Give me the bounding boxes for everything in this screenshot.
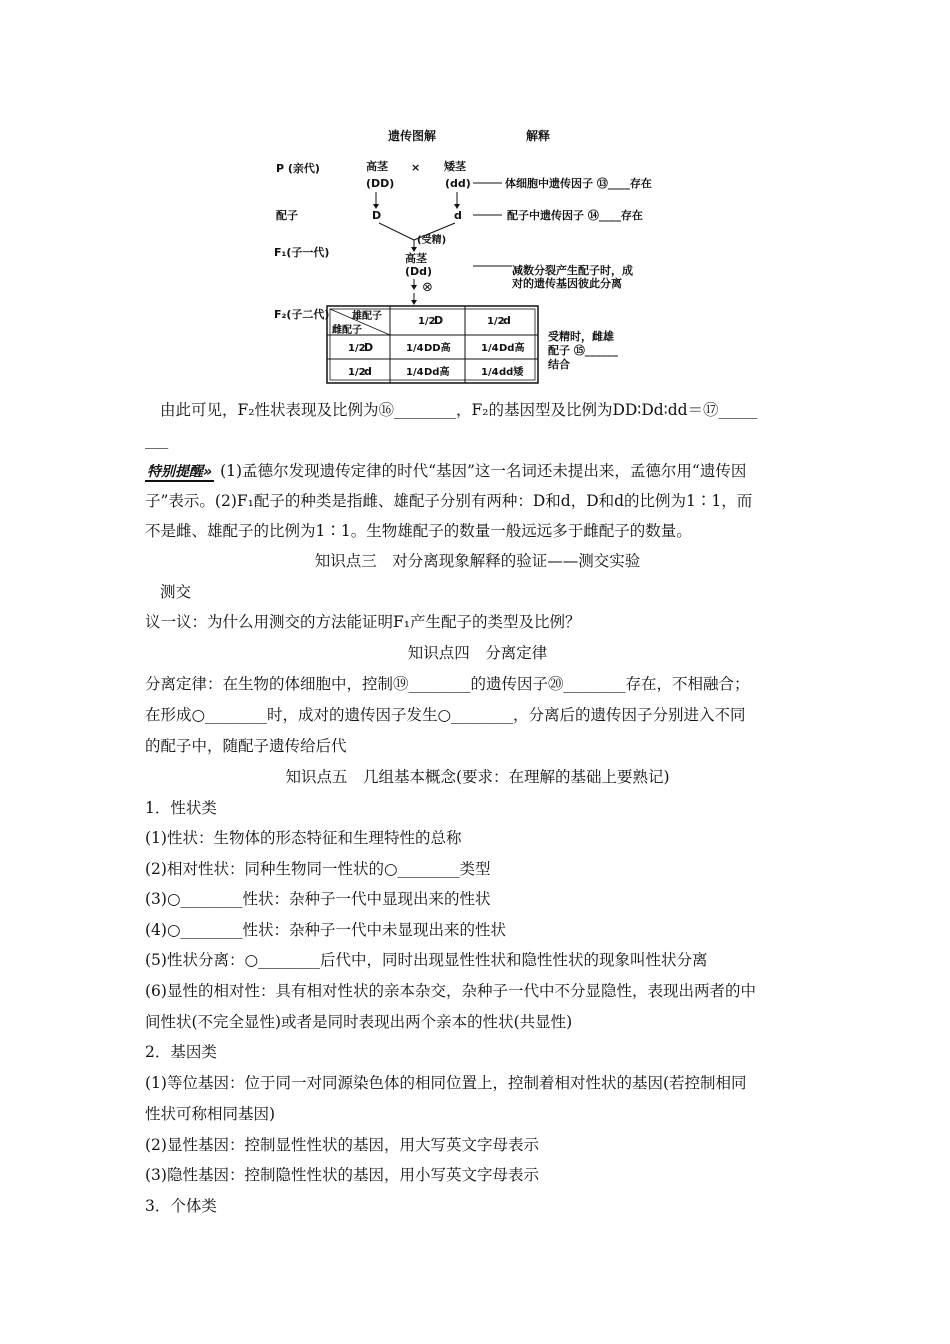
row-label-f2: F₂(子二代) [274, 308, 330, 321]
trait-item-6a: (6)显性的相对性：具有相对性状的亲本杂交，杂种子一代中不分显隐性，表现出两者的中 [145, 982, 756, 1000]
tip-label: 特别提醒» [147, 464, 213, 480]
law-line-2: 在形成○________时，成对的遗传因子发生○________，分离后的遗传因子分别进入不同 [145, 706, 746, 724]
tip-line-3: 不是雌、雄配子的比例为1∶1。生物雄配子的数量一般远远多于雌配子的数量。 [145, 522, 692, 540]
row2-fraction: 1/2 [348, 367, 366, 378]
tip-line-2: 子”表示。(2)F₁配子的种类是指雌、雄配子分别有两种：D和d，D和d的比例为1∶1，而 [145, 492, 753, 510]
f1-genotype: (Dd) [405, 265, 433, 278]
individual-heading: 3．个体类 [145, 1197, 217, 1215]
note-meiosis-line2: 对的遗传基因彼此分离 [512, 277, 622, 290]
p-short-genotype: (dd) [445, 177, 471, 190]
trait-item-4: (4)○________性状：杂种子一代中未显现出来的性状 [145, 921, 506, 939]
cell-12-fraction: 1/4 [481, 343, 499, 354]
f2-ratio-line-cont: ___ [145, 431, 169, 449]
trait-item-2: (2)相对性状：同种生物同一性状的○________类型 [145, 860, 491, 878]
note-15-line1: 受精时，雌雄 [548, 330, 614, 343]
p-tall-label: 高茎 [366, 160, 388, 173]
row-label-gamete: 配子 [276, 209, 298, 222]
trait-heading: 1．性状类 [145, 799, 217, 817]
gene-heading: 2．基因类 [145, 1043, 217, 1061]
gene-item-1a: (1)等位基因：位于同一对同源染色体的相同位置上，控制着相对性状的基因(若控制相同 [145, 1074, 747, 1092]
section-heading-4: 知识点四 分离定律 [407, 644, 548, 662]
note-meiosis-line1: 减数分裂产生配子时，成 [512, 264, 633, 277]
law-line-1: 分离定律：在生物的体细胞中，控制⑲________的遗传因子⑳________存在，不相融合； [145, 675, 750, 693]
tip-text-1: (1)孟德尔发现遗传定律的时代“基因”这一名词还未提出来，孟德尔用“遗传因 [220, 462, 747, 480]
self-cross-symbol: ⊗ [422, 280, 433, 295]
col1-gamete: D [434, 314, 444, 327]
cell-12-value: Dd高 [499, 343, 525, 354]
note-14: 配子中遗传因子 ⑭____存在 [507, 209, 643, 222]
law-line-3: 的配子中，随配子遗传给后代 [145, 737, 347, 755]
gene-item-1b: 性状可称相同基因) [145, 1105, 276, 1123]
row-label-p: P (亲代) [276, 162, 320, 175]
table-female-header: 雌配子 [332, 325, 362, 336]
p-cross-symbol: × [411, 161, 421, 174]
diagram-header-left: 遗传图解 [388, 129, 437, 143]
trait-item-6b: 间性状(不完全显性)或者是同时表现出两个亲本的性状(共显性) [145, 1013, 573, 1031]
note-13: 体细胞中遗传因子 ⑬____存在 [505, 177, 652, 190]
cell-11-fraction: 1/4 [406, 343, 424, 354]
f2-ratio-line: 由此可见，F₂性状表现及比例为⑯________，F₂的基因型及比例为DD∶Dd∶dd＝⑰_____ [160, 401, 758, 419]
tip-line-1 [145, 461, 810, 482]
p-short-label: 矮茎 [444, 160, 466, 173]
section-heading-5: 知识点五 几组基本概念(要求：在理解的基础上要熟记) [285, 768, 670, 786]
discuss-question: 议一议：为什么用测交的方法能证明F₁产生配子的类型及比例？ [145, 613, 581, 631]
trait-item-3: (3)○________性状：杂种子一代中显现出来的性状 [145, 890, 491, 908]
p-tall-genotype: (DD) [366, 177, 395, 190]
gene-item-3: (3)隐性基因：控制隐性性状的基因，用小写英文字母表示 [145, 1166, 539, 1184]
cell-22-value: dd矮 [499, 367, 524, 378]
trait-item-1: (1)性状：生物体的形态特征和生理特性的总称 [145, 829, 462, 847]
f2-arrow-head [411, 300, 417, 305]
cell-21-fraction: 1/4 [406, 367, 424, 378]
gamete-d: d [454, 209, 462, 222]
cell-22-fraction: 1/4 [481, 367, 499, 378]
testcross-label: 测交 [160, 583, 192, 601]
note-15-line2: 配子 ⑮______ [548, 344, 618, 357]
fertilize-label: (受精) [417, 235, 447, 246]
f1-arrow-head [411, 285, 417, 290]
row1-fraction: 1/2 [348, 343, 366, 354]
gene-item-2: (2)显性基因：控制显性性状的基因，用大写英文字母表示 [145, 1136, 539, 1154]
f1-tall-label: 高茎 [405, 252, 427, 265]
gamete-D: D [372, 209, 382, 222]
section-heading-3: 知识点三 对分离现象解释的验证——测交实验 [314, 552, 641, 570]
col1-fraction: 1/2 [418, 316, 436, 327]
row2-gamete: d [364, 365, 372, 378]
fertilize-line-left [379, 223, 414, 240]
table-male-header: 雄配子 [352, 311, 382, 322]
col2-fraction: 1/2 [487, 316, 505, 327]
diagram-header-right: 解释 [526, 129, 551, 143]
genetic-cross-diagram [0, 0, 950, 395]
col2-gamete: d [503, 314, 511, 327]
note-15-line3: 结合 [548, 358, 570, 371]
row1-gamete: D [364, 341, 374, 354]
trait-item-5: (5)性状分离：○________后代中，同时出现显性性状和隐性性状的现象叫性状分离 [145, 951, 708, 969]
row-label-f1: F₁(子一代) [274, 246, 330, 259]
cell-11-value: DD高 [424, 343, 451, 354]
cell-21-value: Dd高 [424, 367, 450, 378]
